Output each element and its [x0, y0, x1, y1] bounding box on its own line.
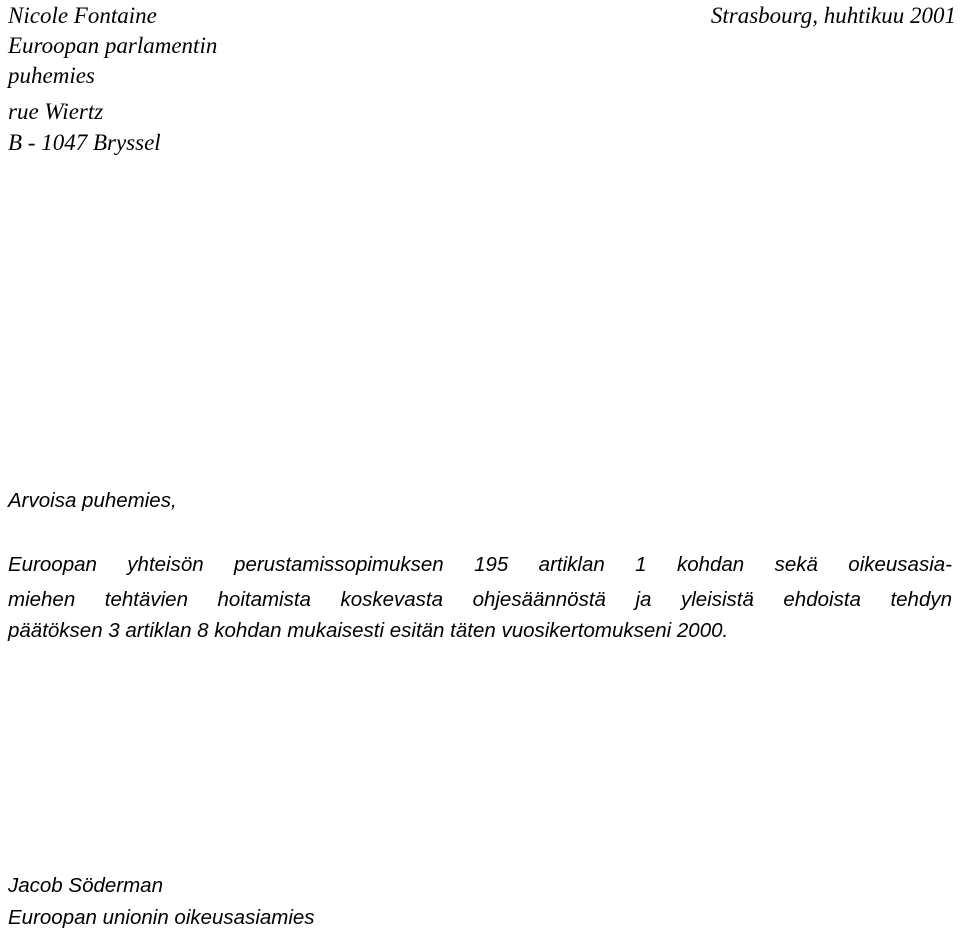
- recipient-institution: Euroopan parlamentin: [8, 33, 218, 58]
- recipient-street: rue Wiertz: [8, 99, 104, 124]
- signature-title: Euroopan unionin oikeusasiamies: [8, 906, 315, 929]
- salutation: Arvoisa puhemies,: [8, 489, 177, 512]
- recipient-name: Nicole Fontaine: [8, 3, 157, 28]
- body-line-1: Euroopan yhteisön perustamissopimuksen 195 artiklan 1 kohdan sekä oikeusasia-: [8, 553, 952, 576]
- body-line-2: miehen tehtävien hoitamista koskevasta ohjesäännöstä ja yleisistä ehdoista tehdyn: [8, 588, 952, 611]
- place-and-date: Strasbourg, huhtikuu 2001: [710, 3, 956, 28]
- recipient-role: puhemies: [8, 63, 95, 88]
- body-line-3: päätöksen 3 artiklan 8 kohdan mukaisesti esitän täten vuosikertomukseni 2000.: [8, 619, 729, 642]
- signature-name: Jacob Söderman: [8, 874, 163, 897]
- recipient-city: B - 1047 Bryssel: [8, 130, 161, 155]
